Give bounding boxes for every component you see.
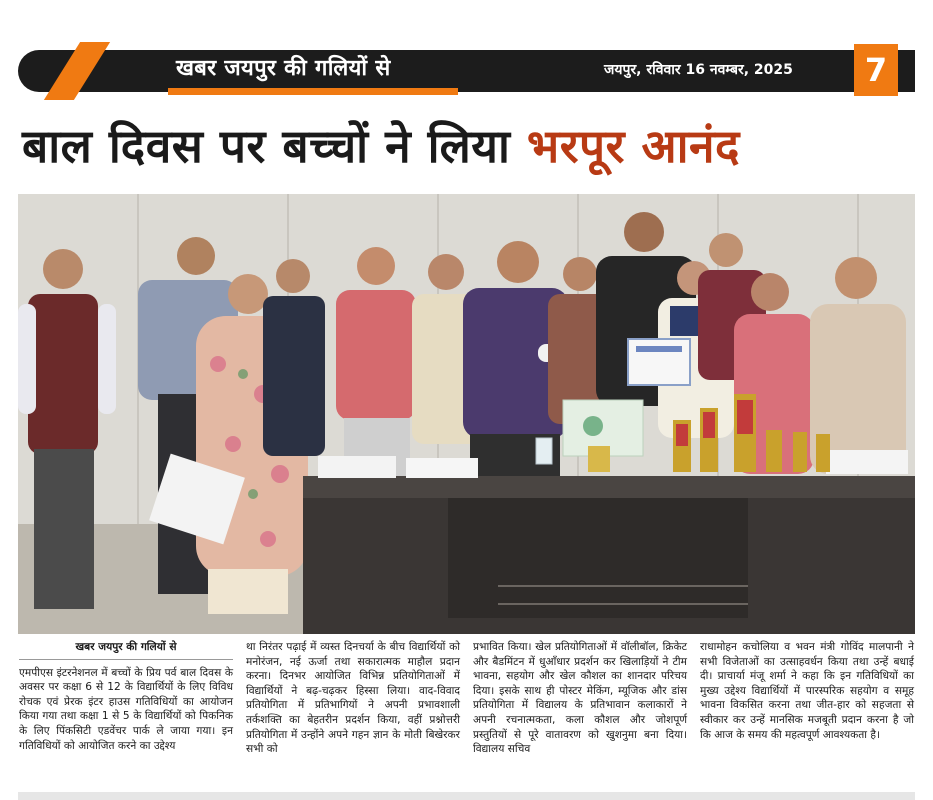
dateline: जयपुर, रविवार 16 नवम्बर, 2025: [604, 62, 793, 78]
headline-part-1: बाल दिवस पर बच्चों ने लिया: [22, 119, 527, 173]
section-name: खबर जयपुर की गलियों से: [176, 56, 391, 81]
article-text-column-3: प्रभावित किया। खेल प्रतियोगिताओं में वॉलीबॉल, क्रिकेट और बैडमिंटन में धुआँधार प्रदर्शन कर खिलाड़ियों ने टीम भावना, सहयोग और खेल कौशल का शानदार परिचय दिया। इसके साथ ही पोस्टर मेकिंग, म्यूजिक और डांस प्रतियोगिता में विद्यालय के प्रतिभावान कलाकारों ने अपनी रचनात्मकता, कला कौशल और जोशपूर्ण प्रस्तुतियों से पूरे वातावरण को खुशनुमा बना दिया। विद्यालय सचिव: [473, 641, 687, 756]
article-column-3: [473, 640, 687, 757]
headline-part-2: भरपूर आनंद: [526, 119, 740, 173]
event-photo: [18, 194, 915, 634]
byline-rule: [19, 659, 233, 660]
article-text-column-4: राधामोहन कचोलिया व भवन मंत्री गोविंद मालपानी ने सभी विजेताओं का उत्साहवर्धन किया तथा उन्हें बधाई दी। प्राचार्या मंजू शर्मा ने कहा कि इन गतिविधियों का मुख्य उद्देश्य विद्यार्थियों में पारस्परिक सहयोग व समूह भावना विकसित करना तथा जीत-हार को सहजता से स्वीकार कर उन्हें मानसिक मजबूती प्रदान करना है जो कि आज के समय की महत्वपूर्ण आवश्यकता है।: [700, 641, 914, 741]
headline: [22, 114, 912, 178]
bottom-rule: [18, 792, 915, 800]
article-column-1: [19, 640, 233, 753]
masthead: [18, 42, 915, 100]
article-text-column-2: था निरंतर पढ़ाई में व्यस्त दिनचर्या के बीच विद्यार्थियों को मनोरंजन, नई ऊर्जा तथा सकारात्मक माहौल प्रदान करना। दिनभर आयोजित विभिन्न प्रतियोगिताओं में विद्यार्थियों ने बढ़-चढ़कर हिस्सा लिया। वाद-विवाद प्रतियोगिता में प्रतिभागियों ने अपनी प्रभावशाली तर्कशक्ति का बेहतरीन प्रदर्शन किया, वहीं प्रश्नोत्तरी प्रतियोगिता में उन्होंने अपने गहन ज्ञान के मोती बिखेरकर सभी को: [246, 641, 460, 756]
masthead-orange-underline: [168, 88, 458, 95]
article-column-4: [700, 640, 914, 742]
article-column-2: [246, 640, 460, 757]
page-number: 7: [854, 44, 898, 96]
article-text-column-1: एमपीएस इंटरनेशनल में बच्चों के प्रिय पर्व बाल दिवस के अवसर पर कक्षा 6 से 12 के विद्यार्थियों के लिए विविध रोचक एवं प्रेरक इंटर हाउस गतिविधियों का आयोजन किया गया तथा कक्षा 1 से 5 के विद्यार्थियों को पिकनिक के लिए पिंकसिटी एडवेंचर पार्क ले जाया गया। इन गतिविधियों को आयोजित करने का उद्देश्य: [19, 666, 233, 752]
article-byline: खबर जयपुर की गलियों से: [75, 641, 177, 653]
